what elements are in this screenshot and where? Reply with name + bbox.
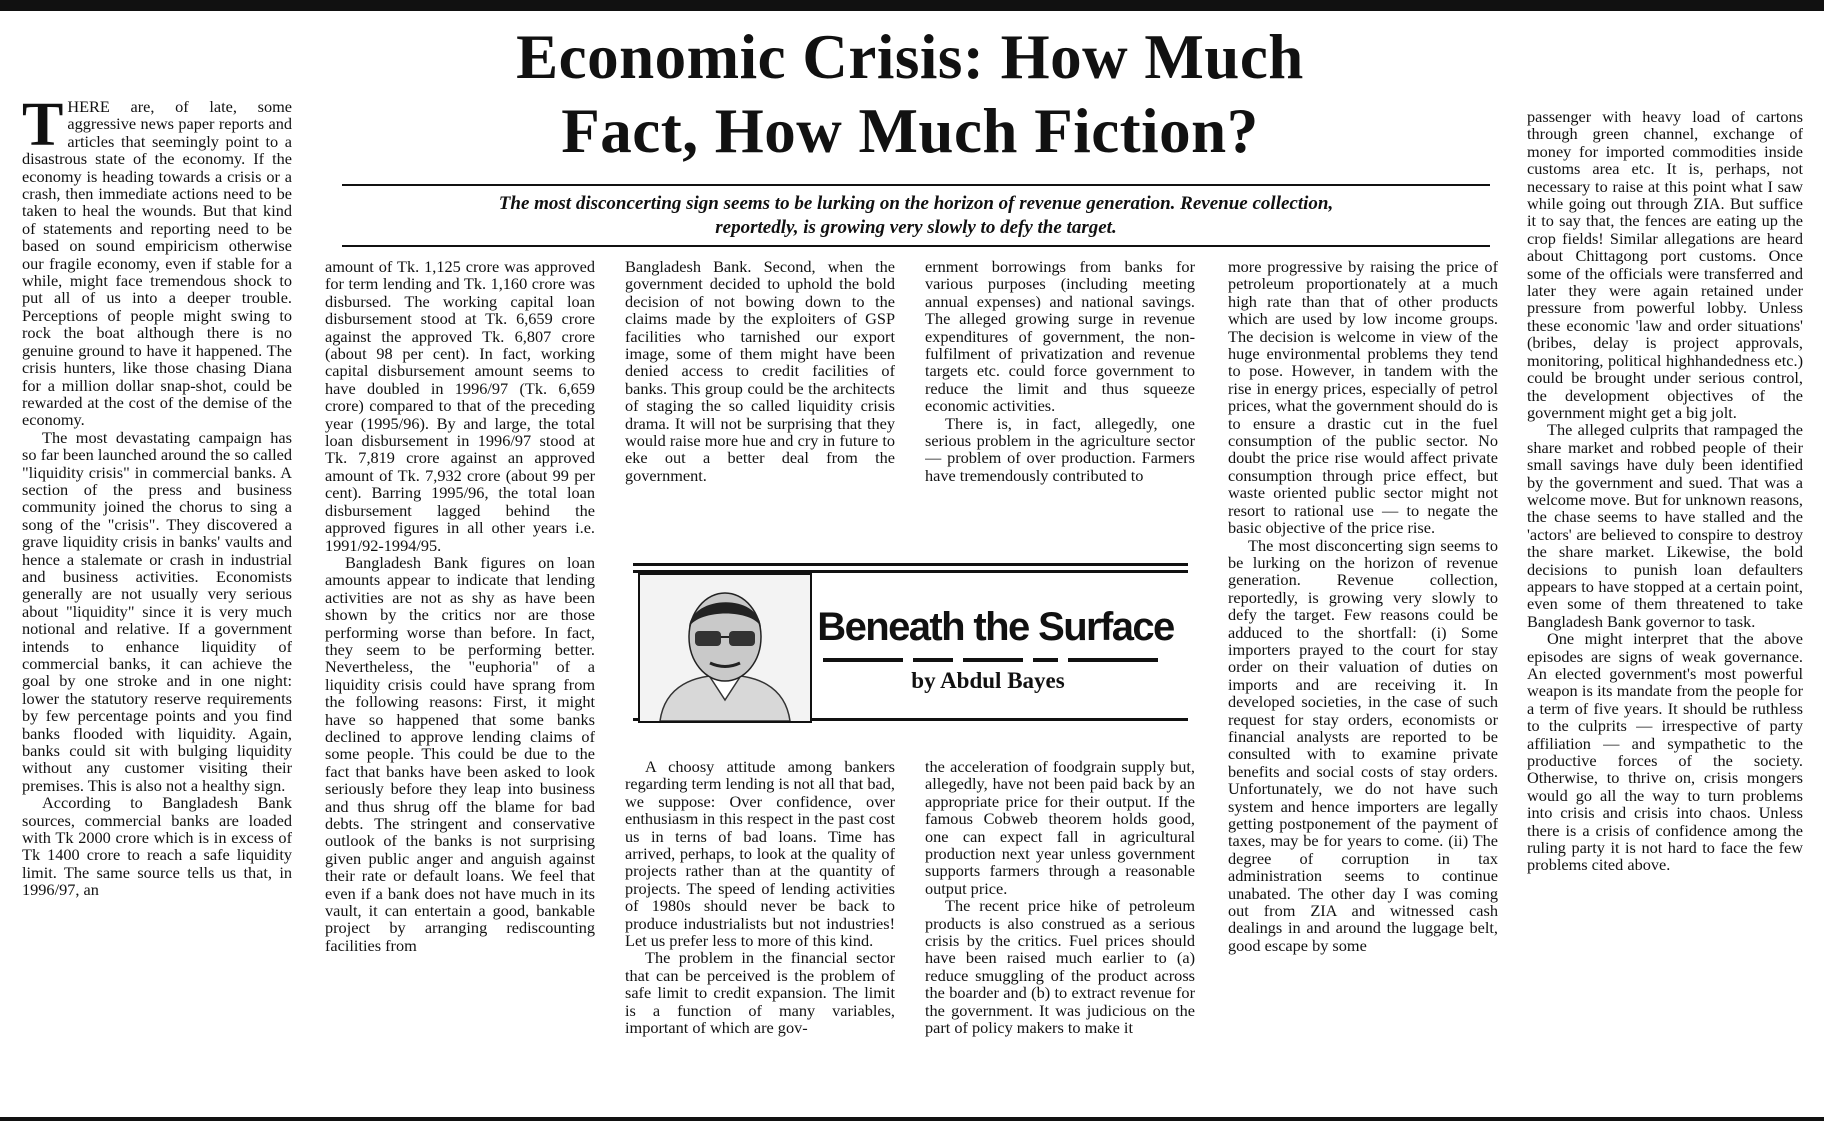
paragraph: A choosy attitude among bankers regarding term lending is not all that bad, we suppose: Over confidence, over enthusiasm in this respect in the past cost us in terns of bad loans. Time has arrived, perhaps, to look at the quality of projects rather than at the quantity of projects. The speed of lending activities of 1980s should never be back to produce industrialists but not industries! Let us prefer less to more of this kind. (625, 758, 895, 951)
article-column-5 (1228, 258, 1498, 1110)
top-rule (0, 0, 1824, 11)
article-column-3-upper (625, 258, 895, 530)
paragraph: One might interpret that the above episodes are signs of weak governance. An elected government's most powerful weapon is its mandate from the people for a term of five years. It should be ruthless to the culprits — irrespective of party affiliation — and sympathetic to the productive forces of the society. Otherwise, to thrive on, crisis mongers would go all the way to turn problems into crisis and crisis into chaos. Unless there is a crisis of confidence among the ruling party it is not hard to face the few problems cited above. (1527, 629, 1803, 875)
drop-cap: T (22, 98, 64, 159)
paragraph: Bangladesh Bank figures on loan amounts appear to indicate that lending activities are not as shy as have been shown by the critics nor are those performing worse than before. In fact, they seem to be performing better. Nevertheless, the "euphoria" of a liquidity crisis could have sprang from the following reasons: First, it might have so happened that some banks declined to approve lending claims of some people. This could be due to the fact that banks have been asked to look seriously before they leap into business and thus shrug off the blame for bad debts. The stringent and conservative outlook of the banks is not surprising given public anger and anguish against their rate or default loans. We feel that even if a bank does not have much in its vault, it can entertain a good, bankable project by arranging rediscounting facilities from (325, 552, 595, 955)
author-photo (638, 573, 812, 723)
article-column-3-lower (625, 758, 895, 1110)
headline-line-2: Fact, How Much Fiction? (561, 96, 1259, 166)
paragraph: There is, in fact, allegedly, one serious problem in the agriculture sector — problem of over production. Farmers have tremendously contributed to (925, 413, 1195, 485)
paragraph: The problem in the financial sector that can be perceived is the problem of safe limit to credit expansion. The limit is a function of many variables, important of which are gov- (625, 948, 895, 1038)
bottom-rule (0, 1117, 1824, 1121)
column-kicker: Beneath the Surface (817, 605, 1174, 649)
column-header-box (633, 563, 1188, 721)
article-column-4-lower (925, 758, 1195, 1110)
paragraph: The most devastating campaign has so far been launched around the so called "liquidity crisis" in commercial banks. A section of the press and business community joined the chorus to sing a song of the "crisis". They discovered a grave liquidity crisis in banks' vaults and hence a stalemate or crash in industrial and business activities. Economists generally are not usually very serious about "liquidity" since it is very much notional and relative. If a government intends to enhance liquidity of commercial banks, it can achieve the goal by one stroke and in one night: lower the statutory reserve requirements by few percentage points and you find banks flooded with liquidity. Again, banks could sit with bulging liquidity without any customer visiting their premises. This is also not a healthy sign. (22, 427, 292, 795)
paragraph: According to Bangladesh Bank sources, commercial banks are loaded with Tk 2000 crore which is in excess of Tk 1400 crore to reach a safe liquidity limit. The same source tells us that, in 1996/97, an (22, 793, 292, 900)
headline-line-1: Economic Crisis: How Much (516, 22, 1304, 92)
paragraph: The alleged culprits that rampaged the share market and robbed people of their small savings have duly been identified by the government and sued. That was a welcome move. But for unknown reasons, the chase seems to have stalled and the 'actors' are believed to conspire to destroy the share market. Likewise, the bold decisions to punish loan defaulters appears to have stopped at a certain point, even some of them threatened to take Bangladesh Bank governor to task. (1527, 420, 1803, 631)
box-rule (633, 563, 1188, 566)
paragraph: the acceleration of foodgrain supply but, allegedly, have not been paid back by an appropriate price for their output. If the famous Cobweb theorem holds good, one can expect fall in agricultural production next year unless government supports farmers through a reasonable output price. (925, 758, 1195, 898)
article-column-4-upper (925, 258, 1195, 538)
paragraph: passenger with heavy load of cartons through green channel, exchange of money for imported commodities inside customs area etc. It is, perhaps, not necessary to raise at this point what I saw while going out through ZIA. But suffice it to say that, the fences are eating up the crop fields! Similar allegations are heard about Chittagong port customs. Once some of the officials were transferred and later they were again retained under pressure from powerful lobby. Unless these economic 'law and order situations' (bribes, delay is project approvals, monitoring, political highhandedness etc.) could be brought under serious control, the development objectives of the government might get a big jolt. (1527, 108, 1803, 422)
paragraph: The recent price hike of petroleum products is also construed as a serious crisis by the critics. Fuel prices should have been raised much earlier to (a) reduce smuggling of the product across the boarder and (b) to extract revenue for the government. It was judicious on the part of policy makers to make it (925, 896, 1195, 1038)
article-column-1 (22, 98, 292, 1110)
paragraph: ernment borrowings from banks for various purposes (including meeting annual expenses) and national savings. The alleged growing surge in revenue expenditures of government, the non-fulfilment of privatization and revenue targets etc. could force government to reduce the limit and thus squeeze economic activities. (925, 258, 1195, 416)
dash-ornament (823, 657, 1158, 663)
deck-line-1: The most disconcerting sign seems to be lurking on the horizon of revenue generation. Revenue collection, (498, 193, 1334, 214)
paragraph: Bangladesh Bank. Second, when the government decided to uphold the bold decision of not bowing down to the claims made by the exploiters of GSP facilities who tarnished our export image, some of them might have been denied access to credit facilities of banks. This group could be the architects of staging the so called liquidity crisis drama. It will not be surprising that they would raise more hue and cry in future to eke out a better deal from the government. (625, 258, 895, 485)
paragraph: more progressive by raising the price of petroleum proportionately at a much high rate than that of other products which are used by low income groups. The decision is welcome in view of the huge environmental problems they tend to pose. However, in tandem with the rise in energy prices, especially of petrol prices, what the government should do is to ensure a drastic cut in the fuel consumption of the public sector. No doubt the price rise would affect private consumption through price effect, but waste oriented public sector might not resort to rational use — to negate the basic objective of the price rise. (1228, 258, 1498, 538)
deck-line-2: reportedly, is growing very slowly to defy the target. (715, 217, 1117, 238)
paragraph: amount of Tk. 1,125 crore was approved for term lending and Tk. 1,160 crore was disbursed. The working capital loan disbursement stood at Tk. 6,659 crore against the approved Tk. 6,807 crore (about 98 per cent). In fact, working capital disbursement amount seems to have doubled in 1996/97 (Tk. 6,659 crore) compared to that of the preceding year (1995/96). By and large, the total loan disbursement in 1996/97 stood at Tk. 7,819 crore against an approved amount of Tk. 7,932 crore (about 99 per cent). Barring 1995/96, the total loan disbursement lagged behind the approved figures in all other years i.e. 1991/92-1994/95. (325, 258, 595, 555)
article-column-6 (1527, 108, 1803, 1110)
paragraph: The most disconcerting sign seems to be lurking on the horizon of revenue generation. Revenue collection, reportedly, is growing very slowly to defy the target. Few reasons could be adduced to the shortfall: (i) Some importers prayed to the court for stay order on their valuation of duties on imports and are receiving it. In developed societies, in the case of such request for stay orders, economists or financial analysts are reported to be consulted with to examine private benefits and social costs of stay orders. Unfortunately, we do not have such system and hence importers are legally getting postponement of the payment of taxes, may be for years to come. (ii) The degree of corruption in tax administration seems to continue unabated. The other day I was coming out from ZIA and witnessed cash dealings in and around the luggage belt, good escape by some (1228, 535, 1498, 955)
paragraph: THERE are, of late, some aggressive news paper reports and articles that seemingly point to a disastrous state of the economy. If the economy is heading towards a crisis or a crash, then immediate actions need to be taken to heal the wounds. But that kind of statements and reporting need to be based on sound empiricism otherwise our fragile economy, even if stable for a while, might face tremendous shock to put all of us into a deeper trouble. Perceptions of people might swing to rock the boat although there is no genuine ground to have it happened. The crisis hunters, like those chasing Diana for a million dollar snap-shot, could be rewarded at the cost of the demise of the economy. (22, 98, 292, 430)
deck (342, 184, 1490, 247)
byline: by Abdul Bayes (911, 668, 1065, 693)
headline (335, 20, 1485, 168)
article-column-2 (325, 258, 595, 1110)
